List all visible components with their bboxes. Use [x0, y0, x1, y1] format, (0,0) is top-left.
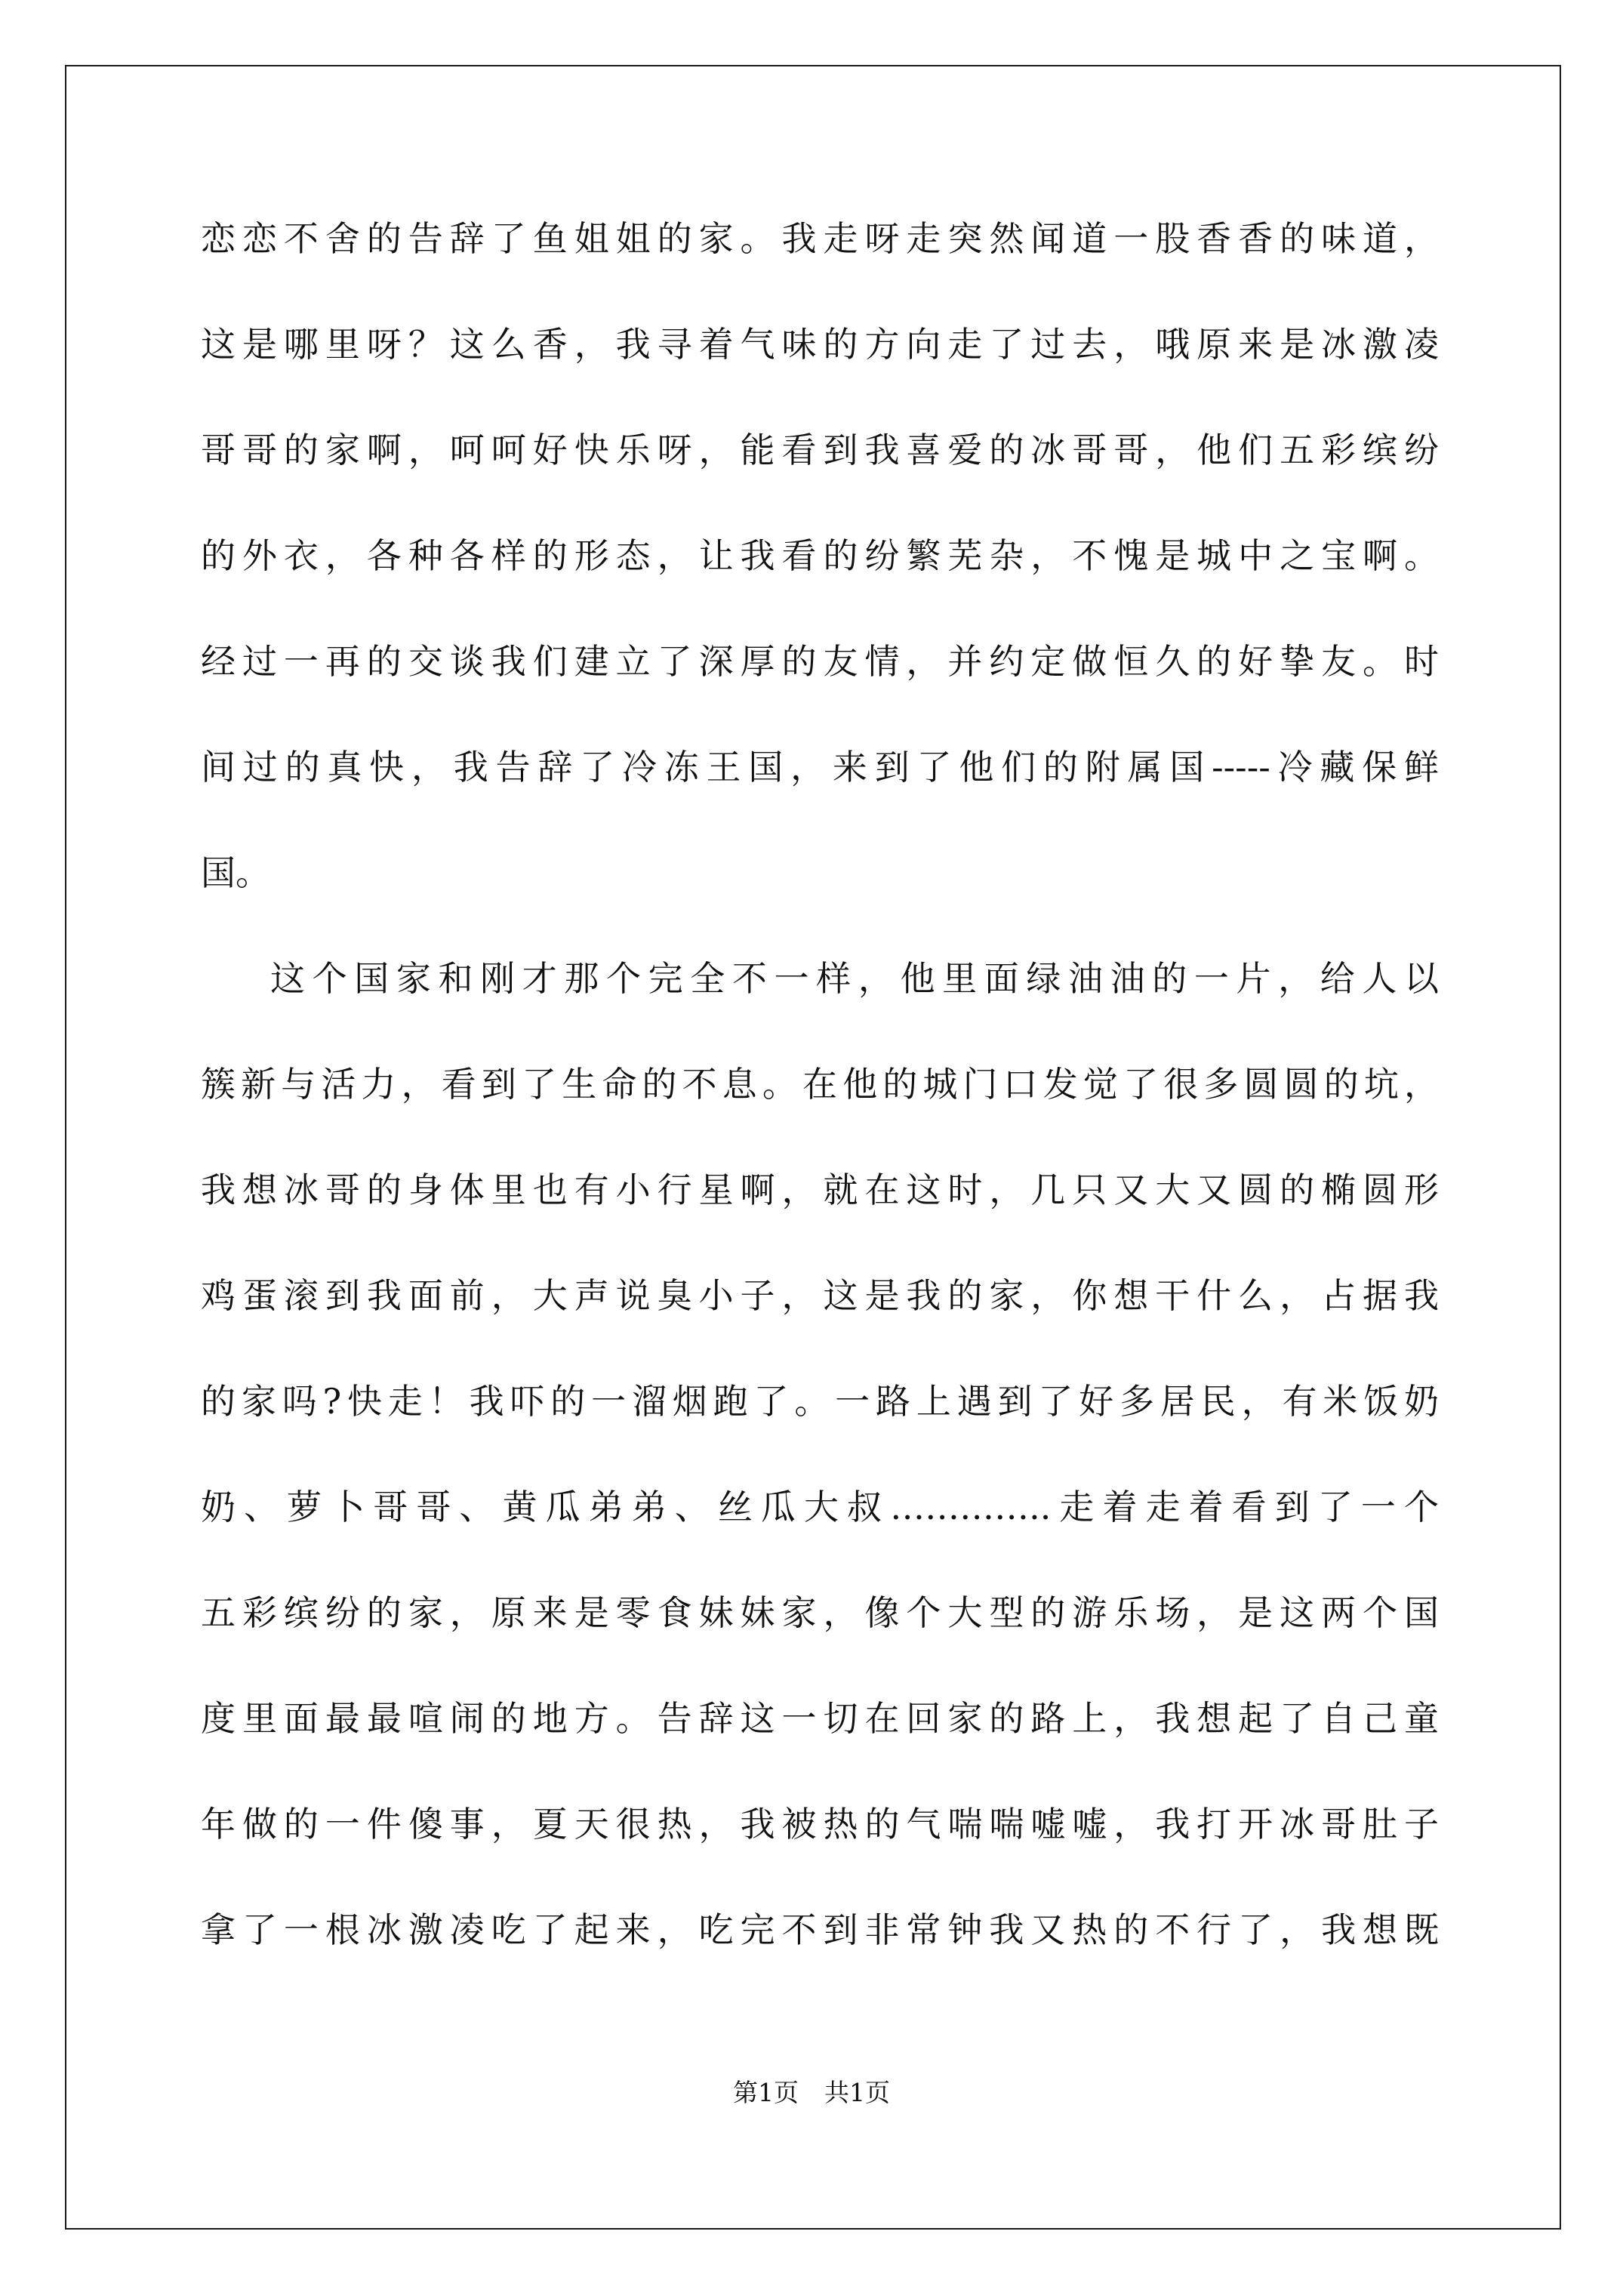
- text-line: 簇新与活力，看到了生命的不息。在他的城门口发觉了很多圆圆的坑，: [201, 1064, 1439, 1105]
- text-line: 哥哥的家啊，呵呵好快乐呀，能看到我喜爱的冰哥哥，他们五彩缤纷: [201, 430, 1439, 470]
- text-line: 国。: [201, 852, 270, 893]
- text-line: 的家吗?快走！我吓的一溜烟跑了。一路上遇到了好多居民，有米饭奶: [201, 1381, 1439, 1422]
- text-line: 的外衣，各种各样的形态，让我看的纷繁芜杂，不愧是城中之宝啊。: [201, 535, 1439, 576]
- page-total: 共1页: [824, 2078, 890, 2107]
- text-line: 恋恋不舍的告辞了鱼姐姐的家。我走呀走突然闻道一股香香的味道，: [201, 218, 1439, 259]
- text-line: 间过的真快，我告辞了冷冻王国，来到了他们的附属国-----冷藏保鲜: [201, 747, 1439, 787]
- paragraph-first-line: 这个国家和刚才那个完全不一样，他里面绿油油的一片，给人以: [270, 958, 1439, 999]
- text-line: 年做的一件傻事，夏天很热，我被热的气喘喘嘘嘘，我打开冰哥肚子: [201, 1804, 1439, 1845]
- text-line: 奶、萝卜哥哥、黄瓜弟弟、丝瓜大叔…………..走着走着看到了一个: [201, 1487, 1439, 1527]
- page-footer: [0, 2073, 1623, 2109]
- page-number: 第1页: [733, 2078, 799, 2107]
- text-line: 拿了一根冰激凌吃了起来，吃完不到非常钟我又热的不行了，我想既: [201, 1909, 1439, 1950]
- document-body: [201, 217, 1439, 2014]
- text-line: 度里面最最喧闹的地方。告辞这一切在回家的路上，我想起了自己童: [201, 1698, 1439, 1739]
- text-line: 经过一再的交谈我们建立了深厚的友情，并约定做恒久的好挚友。时: [201, 641, 1439, 682]
- text-line: 鸡蛋滚到我面前，大声说臭小子，这是我的家，你想干什么，占据我: [201, 1275, 1439, 1316]
- text-line: 我想冰哥的身体里也有小行星啊，就在这时，几只又大又圆的椭圆形: [201, 1170, 1439, 1210]
- text-line: 五彩缤纷的家，原来是零食妹妹家，像个大型的游乐场，是这两个国: [201, 1592, 1439, 1633]
- text-line: 这是哪里呀？这么香，我寻着气味的方向走了过去，哦原来是冰激凌: [201, 324, 1439, 365]
